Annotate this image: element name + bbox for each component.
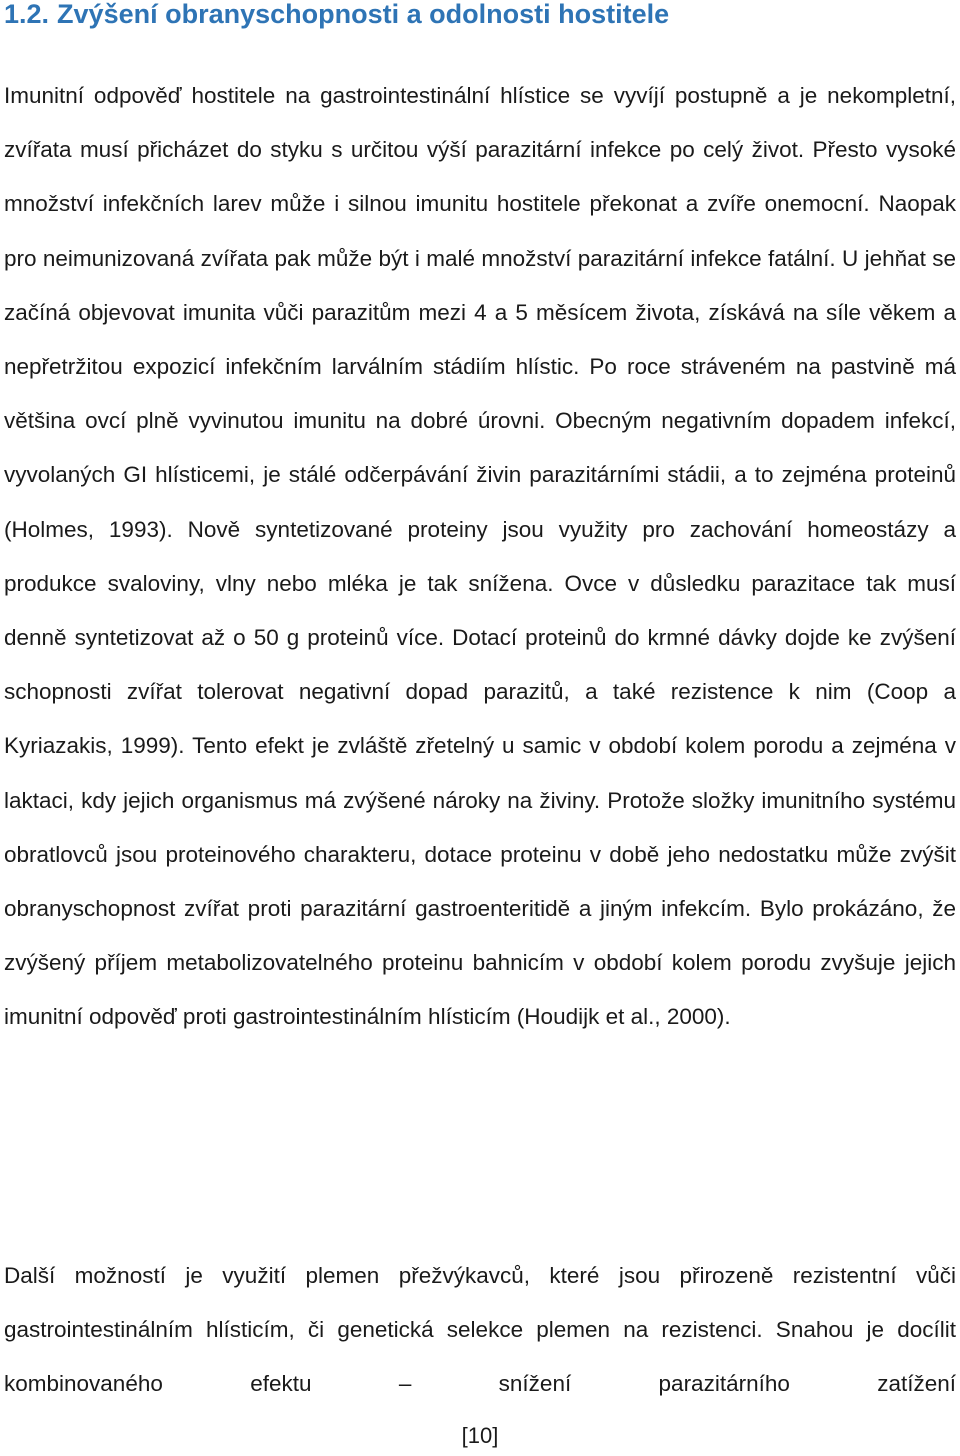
paragraph-2: Další možností je využití plemen přežvýkavců, které jsou přirozeně rezistentní vůči gastrointestinálním hlísticím, či genetická selekce plemen na rezistenci. Snahou je docílit kombinovaného efektu – snížení parazitárního zatížení [4,1263,956,1397]
paragraph-1: Imunitní odpověď hostitele na gastrointestinální hlístice se vyvíjí postupně a je nekompletní, zvířata musí přicházet do styku s určitou výší parazitární infekce po celý život. Přesto vysoké množství infekčních larev může i silnou imunitu hostitele překonat a zvíře onemocní. Naopak pro neimunizovaná zvířata pak může být i malé množství parazitární infekce fatální. U jehňat se začíná objevovat imunita vůči parazitům mezi 4 a 5 měsícem života, získává na síle věkem a nepřetržitou expozicí infekčním larválním stádiím hlístic. Po roce stráveném na pastvině má většina ovcí plně vyvinutou imunitu na dobré úrovni. Obecným negativním dopadem infekcí, vyvolaných GI hlísticemi, je stálé odčerpávání živin parazitárními stádii, a to zejména proteinů (Holmes, 1993). Nově syntetizované proteiny jsou využity pro zachování homeostázy a produkce svaloviny, vlny nebo mléka je tak snížena. Ovce v důsledku parazitace tak musí denně syntetizovat až o 50 g proteinů více. Dotací proteinů do krmné dávky dojde ke zvýšení schopnosti zvířat tolerovat negativní dopad parazitů, a také rezistence k nim (Coop a Kyriazakis, 1999). Tento efekt je zvláště zřetelný u samic v období kolem porodu a zejména v laktaci, kdy jejich organismus má zvýšené nároky na živiny. Protože složky imunitního systému obratlovců jsou proteinového charakteru, dotace proteinu v době jeho nedostatku může zvýšit obranyschopnost zvířat proti parazitární gastroenteritidě a jiným infekcím. Bylo prokázáno, že zvýšený příjem metabolizovatelného proteinu bahnicím v období kolem porodu zvyšuje jejich imunitní odpověď proti gastrointestinálním hlísticím (Houdijk et al., 2000). [4,83,956,1030]
page-number: [10] [461,1423,499,1448]
section-heading [4,0,669,34]
section-title: Zvýšení obranyschopnosti a odolnosti hostitele [57,0,670,29]
section-number: 1.2. [4,0,50,29]
